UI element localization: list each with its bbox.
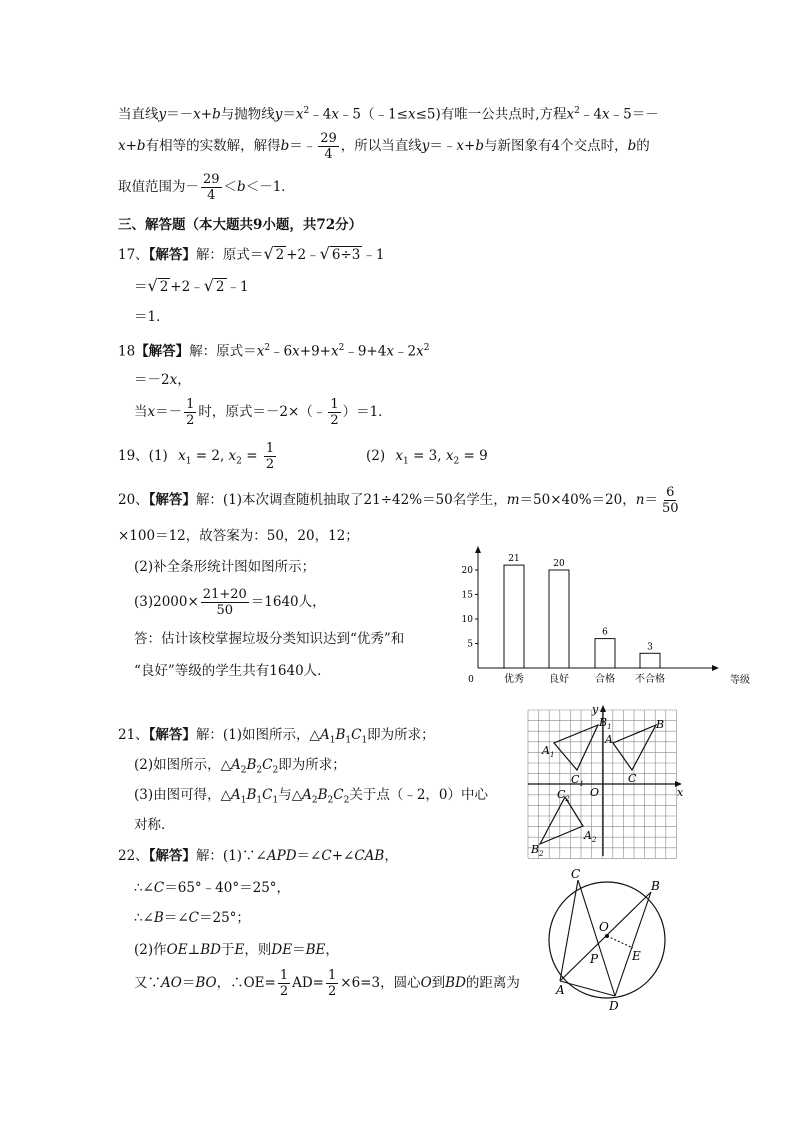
text: +2﹣ xyxy=(170,279,204,295)
numerator: 1 xyxy=(279,968,289,983)
denominator: 50 xyxy=(216,603,234,618)
fraction xyxy=(318,131,339,162)
fraction xyxy=(278,968,290,999)
text: B xyxy=(335,727,346,743)
text: ＜－1． xyxy=(245,179,295,195)
text: AO xyxy=(161,975,182,991)
text: 1 xyxy=(272,795,279,806)
text: 2 xyxy=(591,836,597,844)
text: 取值范围为－ xyxy=(118,179,199,195)
text: 19、(1) xyxy=(118,448,168,464)
text: A xyxy=(231,787,241,803)
text: x xyxy=(292,343,300,360)
radicand: 2 xyxy=(159,279,169,295)
text: ＝﹣ xyxy=(289,138,317,154)
text: 的距离为 xyxy=(465,975,520,991)
fraction xyxy=(264,441,276,472)
text: ＝ xyxy=(181,975,196,991)
fraction xyxy=(201,172,222,203)
text: E xyxy=(234,942,245,958)
text: 1 xyxy=(240,795,247,806)
segment-oe xyxy=(607,936,633,948)
text: 1 xyxy=(329,735,336,746)
text: ﹣4 xyxy=(309,106,332,123)
text: ﹣2 xyxy=(393,343,417,360)
label-b2 xyxy=(530,843,544,858)
q18-line-1 xyxy=(118,338,429,362)
text: b xyxy=(627,138,637,154)
text: 2 xyxy=(539,850,544,858)
category-label: 合格 xyxy=(595,674,615,685)
denominator: 2 xyxy=(279,984,289,999)
text: ＜ xyxy=(223,179,238,195)
q22-line-4 xyxy=(134,940,339,960)
center-point-o xyxy=(605,934,609,938)
fraction xyxy=(660,485,681,516)
q18-line-2 xyxy=(134,370,191,390)
text: 即为所求； xyxy=(278,757,346,773)
text: BE xyxy=(305,942,326,958)
q20-line-5: 答：估计该校掌握垃圾分类知识达到“优秀”和 xyxy=(134,631,405,647)
y-axis-label: y xyxy=(592,703,599,716)
bar xyxy=(595,639,615,668)
text: ﹣1 xyxy=(226,279,249,295)
circle-figure xyxy=(540,868,700,1013)
text: +2﹣ xyxy=(286,247,320,263)
text: C xyxy=(262,757,273,773)
denominator: 2 xyxy=(327,984,337,999)
text: BO xyxy=(195,975,217,991)
chord-cd xyxy=(578,880,615,996)
text: ﹣6 xyxy=(270,343,293,360)
q20-line-3: (2)补全条形统计图如图所示； xyxy=(134,559,316,575)
text: x xyxy=(445,448,454,464)
text: B xyxy=(317,787,328,803)
q21-line-4: 对称． xyxy=(134,817,175,833)
text: ＝50×40%＝20， xyxy=(519,492,636,508)
text: 即为所求； xyxy=(367,727,435,743)
x-axis-label: 等级 xyxy=(730,675,750,686)
bar-chart xyxy=(440,545,750,690)
text: C xyxy=(262,787,273,803)
q21-line-3 xyxy=(134,785,488,811)
q17-line-1 xyxy=(118,244,384,265)
text: 2 xyxy=(303,106,310,116)
text: ， xyxy=(384,848,398,864)
text: ＝ xyxy=(282,106,296,123)
text: 2 xyxy=(565,795,570,803)
category-label: 优秀 xyxy=(504,674,524,685)
text: 1 xyxy=(345,735,352,746)
text: 解：原式＝ xyxy=(189,343,257,360)
text: n xyxy=(635,492,645,508)
text: ＝25°； xyxy=(198,910,250,926)
label-b1 xyxy=(598,716,612,731)
q22-line-3 xyxy=(134,908,250,928)
text: x xyxy=(178,448,186,464)
label-a2 xyxy=(583,829,597,844)
text: AD= xyxy=(292,975,324,991)
text: b xyxy=(280,138,290,154)
text: ﹣1 xyxy=(362,247,385,263)
text: OE xyxy=(166,942,188,958)
y-axis-arrow xyxy=(475,546,481,553)
text: (2) xyxy=(366,448,386,464)
text: A xyxy=(542,744,550,757)
text: 时，原式＝－2×（﹣ xyxy=(198,404,327,420)
text: ＝65°﹣40°＝25°， xyxy=(164,880,291,896)
text: 1 xyxy=(185,456,192,467)
text: y xyxy=(274,106,283,123)
text: ，所以当直线 xyxy=(340,138,422,154)
text: ）＝1． xyxy=(342,404,392,420)
q17-line-2 xyxy=(134,276,249,297)
text: C xyxy=(188,910,199,926)
q19-line xyxy=(118,440,278,478)
q20-line-6: “良好”等级的学生共有1640人． xyxy=(134,663,331,679)
text: x xyxy=(566,106,575,123)
question-number: 21、 xyxy=(118,727,149,743)
bar-value-label: 3 xyxy=(647,642,653,653)
text: b xyxy=(237,179,246,195)
text: ＝ xyxy=(292,942,306,958)
text: ＝ xyxy=(644,492,658,508)
text: 2 xyxy=(264,343,271,353)
text: ＝－2 xyxy=(134,372,170,388)
fraction xyxy=(201,587,249,618)
text: 于 xyxy=(221,942,235,958)
text: x+b xyxy=(193,106,221,123)
text: y xyxy=(421,138,430,154)
text: x xyxy=(601,106,610,123)
text: C xyxy=(557,788,566,801)
radical-sign: √ xyxy=(263,244,274,263)
text: ×6=3，圆心 xyxy=(340,975,421,991)
chord-bd xyxy=(615,892,651,996)
text: 关于点（﹣2，0）中心 xyxy=(349,787,489,803)
q16-line-3 xyxy=(118,171,295,203)
text: 2 xyxy=(311,795,318,806)
text: 2 xyxy=(343,795,350,806)
radicand: 2 xyxy=(275,247,285,263)
text: ﹣5＝－ xyxy=(609,106,659,123)
text: 1 xyxy=(256,795,263,806)
text: ＝∠ xyxy=(163,910,189,926)
numerator: 29 xyxy=(203,172,220,187)
label-b: B xyxy=(656,718,665,731)
text: A xyxy=(231,757,241,773)
text: ＝∠ xyxy=(296,848,322,864)
text: x xyxy=(330,343,339,360)
question-number: 17、 xyxy=(118,247,149,263)
text: 1 xyxy=(361,735,368,746)
y-tick-label: 10 xyxy=(461,615,473,625)
text: 2 xyxy=(256,765,263,776)
q22-line-1 xyxy=(118,846,398,866)
q19-part2 xyxy=(366,446,488,472)
text: = 3, xyxy=(408,448,446,464)
radicand: 2 xyxy=(215,279,225,295)
text: ﹣4 xyxy=(579,106,602,123)
text: ∴∠ xyxy=(134,910,154,926)
denominator: 4 xyxy=(324,147,333,162)
text: A xyxy=(584,829,592,842)
numerator: 21+20 xyxy=(202,587,247,602)
text: 与△ xyxy=(278,787,303,803)
text: 2 xyxy=(327,795,334,806)
text: ＝﹣ xyxy=(429,138,457,154)
label-c1 xyxy=(571,773,584,788)
text: y xyxy=(158,106,167,123)
label-a: A xyxy=(556,983,565,997)
text: 当 xyxy=(134,404,148,420)
q16-line-1 xyxy=(118,101,659,125)
radical-sign: √ xyxy=(319,244,330,263)
text: 1 xyxy=(403,456,409,467)
question-number: 18 xyxy=(118,343,136,360)
category-label: 良好 xyxy=(549,674,569,685)
x-axis-arrow xyxy=(712,665,719,671)
text: x+b xyxy=(456,138,484,154)
fraction xyxy=(326,968,338,999)
text: ，则 xyxy=(244,942,272,958)
text: C xyxy=(571,773,580,786)
bar xyxy=(549,570,569,668)
text: 1 xyxy=(549,751,555,759)
text: x xyxy=(295,106,304,123)
label-c2 xyxy=(557,788,570,803)
label-d: D xyxy=(609,999,619,1013)
coordinate-grid-figure xyxy=(520,700,690,862)
text: 又∵ xyxy=(134,975,161,991)
q20-line-2: ×100＝12，故答案为：50，20，12； xyxy=(118,528,359,544)
text: x xyxy=(228,448,237,464)
answer-tag: 【解答】 xyxy=(148,492,196,508)
bar-value-label: 21 xyxy=(508,554,520,565)
text: x xyxy=(169,372,178,388)
fraction xyxy=(184,397,196,428)
label-b: B xyxy=(651,879,660,893)
text: 解：原式＝ xyxy=(195,247,264,263)
question-number: 20、 xyxy=(118,492,149,508)
text: 2 xyxy=(423,343,430,353)
text: 1 xyxy=(579,780,584,788)
text: +9+ xyxy=(299,343,331,360)
text: 2 xyxy=(236,456,242,467)
x-axis-label: x xyxy=(677,786,684,799)
text: 解：(1)如图所示，△ xyxy=(195,727,320,743)
section-heading: 三、解答题（本大题共9小题，共72分） xyxy=(118,217,363,233)
label-p: P xyxy=(590,952,599,966)
text: ﹣9+4 xyxy=(344,343,387,360)
text: = xyxy=(241,448,262,464)
text: 的 xyxy=(636,138,650,154)
text: B xyxy=(246,757,257,773)
text: ﹣5（﹣1≤ xyxy=(338,106,408,123)
text: 2 xyxy=(272,765,279,776)
label-a: A xyxy=(605,733,613,746)
q21-line-2 xyxy=(134,755,346,781)
text: 2 xyxy=(574,106,580,116)
text: x xyxy=(147,404,156,420)
origin-label: O xyxy=(590,786,600,799)
text: ⊥ xyxy=(187,942,201,958)
text: x xyxy=(331,106,339,123)
text: ＝ xyxy=(134,279,148,295)
denominator: 2 xyxy=(265,457,275,472)
denominator: 4 xyxy=(207,188,216,203)
numerator: 1 xyxy=(265,441,275,456)
text: (2)如图所示，△ xyxy=(134,757,232,773)
q20-line-4 xyxy=(134,586,326,618)
radical-sign: √ xyxy=(203,276,214,295)
label-a1 xyxy=(541,744,554,759)
radicand: 6÷3 xyxy=(331,247,361,263)
chord-ad xyxy=(560,981,615,996)
bar xyxy=(640,653,660,668)
text: CAB xyxy=(354,848,385,864)
circle-o xyxy=(549,882,665,998)
answer-tag: 【解答】 xyxy=(148,247,196,263)
label-c: C xyxy=(571,868,581,881)
radical-sign: √ xyxy=(147,276,158,295)
bar-value-label: 20 xyxy=(553,559,565,569)
text: 解：(1)本次调查随机抽取了21÷42%＝50名学生， xyxy=(195,492,507,508)
text: APD xyxy=(266,848,297,864)
text: (3)由图可得，△ xyxy=(134,787,232,803)
answer-tag: 【解答】 xyxy=(148,727,196,743)
text: O xyxy=(420,975,432,991)
text: x xyxy=(407,106,416,123)
denominator: 50 xyxy=(661,501,679,516)
text: (2)作 xyxy=(134,942,167,958)
text: = 9 xyxy=(459,448,488,464)
text: DE xyxy=(271,942,293,958)
label-o: O xyxy=(599,920,609,934)
text: C xyxy=(351,727,362,743)
chart-group xyxy=(462,546,750,686)
numerator: 29 xyxy=(320,131,337,146)
text: ∴∠ xyxy=(134,880,154,896)
label-e: E xyxy=(632,949,641,963)
bar xyxy=(504,565,524,668)
q18-line-3 xyxy=(134,396,392,428)
text: ≤5)有唯一公共点时,方程 xyxy=(415,106,567,123)
text: C xyxy=(321,848,332,864)
numerator: 1 xyxy=(186,397,195,412)
q20-line-1 xyxy=(118,484,682,516)
text: 与抛物线 xyxy=(220,106,275,123)
question-number: 22、 xyxy=(118,848,149,864)
y-axis-arrow xyxy=(600,705,606,712)
category-label: 不合格 xyxy=(635,674,665,685)
numerator: 6 xyxy=(666,485,675,500)
text: 解：(1)∵∠ xyxy=(195,848,267,864)
text: +∠ xyxy=(331,848,355,864)
text: x xyxy=(256,343,265,360)
answer-tag: 【解答】 xyxy=(148,848,196,864)
text: ＝－ xyxy=(155,404,183,420)
text: 与新图象有4个交点时， xyxy=(484,138,628,154)
q16-line-2 xyxy=(118,130,650,162)
bar-value-label: 6 xyxy=(602,627,608,638)
text: ， xyxy=(325,942,339,958)
text: (3)2000× xyxy=(134,594,199,610)
q22-line-5 xyxy=(134,966,520,1000)
text: C xyxy=(333,787,344,803)
text: 1 xyxy=(607,723,612,731)
text: 2 xyxy=(453,456,460,467)
text: x xyxy=(395,448,404,464)
q17-line-3: ＝1． xyxy=(134,309,170,325)
text: A xyxy=(319,727,330,743)
q21-line-1 xyxy=(118,725,435,751)
label-c: C xyxy=(628,772,637,785)
text: ，∴ xyxy=(216,975,244,991)
y-tick-label: 15 xyxy=(461,590,473,601)
numerator: 1 xyxy=(327,968,337,983)
text: x xyxy=(416,343,424,360)
q22-line-2 xyxy=(134,878,290,898)
text: 2 xyxy=(338,343,345,353)
answer-tag: 【解答】 xyxy=(135,343,190,360)
text: x xyxy=(386,343,394,360)
text: ＝1640人， xyxy=(250,594,326,610)
text: m xyxy=(506,492,520,508)
text: ， xyxy=(177,372,191,388)
y-tick-label: 20 xyxy=(461,566,473,576)
denominator: 2 xyxy=(186,413,195,428)
text: B xyxy=(599,716,608,729)
text: A xyxy=(302,787,312,803)
origin-label: 0 xyxy=(468,675,474,685)
text: 有相等的实数解，解得 xyxy=(145,138,281,154)
fraction xyxy=(328,397,340,428)
y-tick-label: 5 xyxy=(467,639,473,650)
text: ＝－ xyxy=(166,106,194,123)
numerator: 1 xyxy=(330,397,339,412)
text: BD xyxy=(200,942,222,958)
text: B xyxy=(246,787,257,803)
text: B xyxy=(153,910,164,926)
text: 到 xyxy=(431,975,446,991)
text: OE= xyxy=(243,975,276,991)
text: 2 xyxy=(240,765,247,776)
text: x+b xyxy=(118,138,146,154)
text: C xyxy=(153,880,165,896)
text: B xyxy=(531,843,540,856)
text: = 2, xyxy=(191,448,229,464)
denominator: 2 xyxy=(330,413,339,428)
text: 当直线 xyxy=(118,106,159,123)
text: BD xyxy=(445,975,466,991)
